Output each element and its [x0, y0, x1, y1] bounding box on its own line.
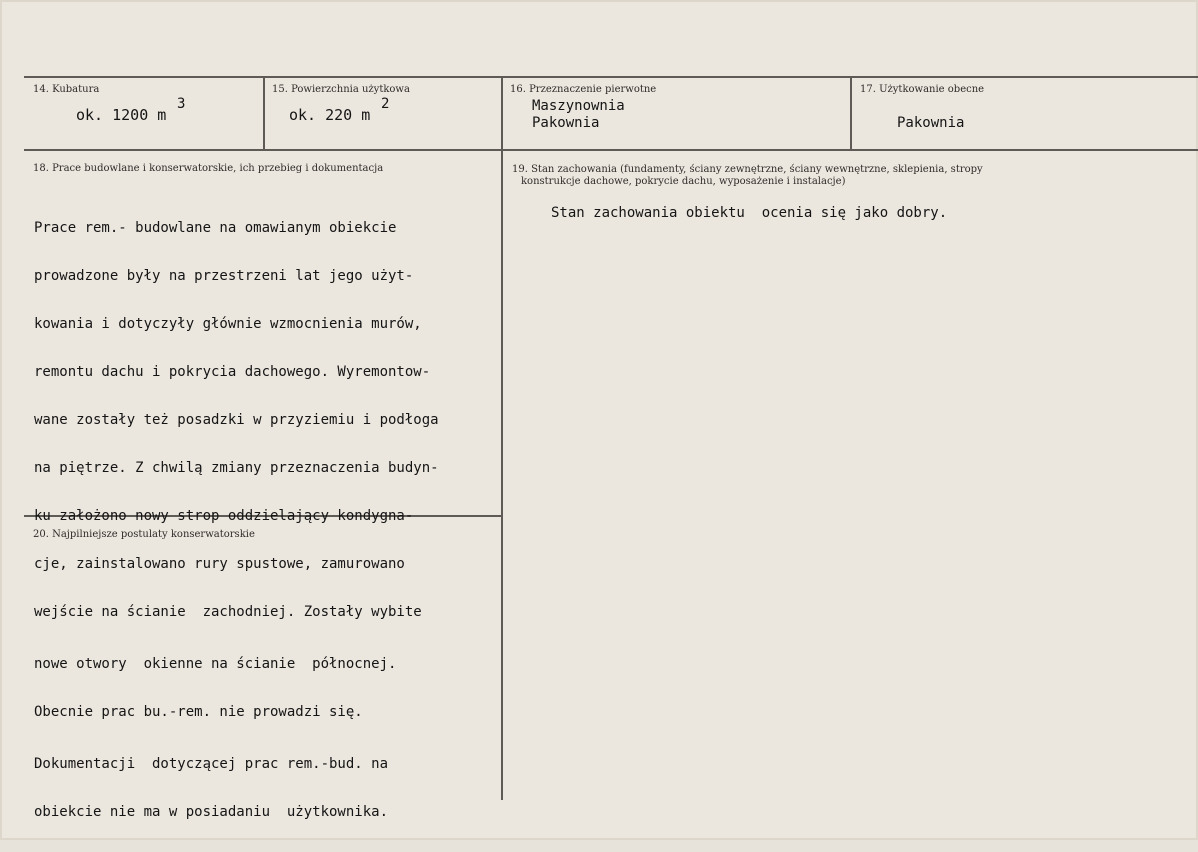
- divider-15-16: [501, 76, 503, 800]
- top-rule: [24, 76, 1198, 78]
- field-18-line: wejście na ścianie zachodniej. Zostały wybite: [34, 604, 422, 620]
- field-18-line: obiekcie nie ma w posiadaniu użytkownika.: [34, 804, 389, 820]
- field-14-label: 14. Kubatura: [33, 84, 100, 95]
- field-18-line: Prace rem.- budowlane na omawianym obiekcie: [34, 220, 397, 236]
- field-15-superscript: 2: [381, 96, 390, 112]
- field-16-line-1: Maszynownia: [532, 98, 625, 114]
- field-18-line: nowe otwory okienne na ścianie północnej.: [34, 656, 397, 672]
- field-18-line: prowadzone były na przestrzeni lat jego użyt-: [34, 268, 414, 284]
- field-17-label: 17. Użytkowanie obecne: [860, 84, 985, 95]
- field-18-line: Obecnie prac bu.-rem. nie prowadzi się.: [34, 704, 363, 720]
- field-18-line: cje, zainstalowano rury spustowe, zamurowano: [34, 556, 405, 572]
- field-19-label-line-2: konstrukcje dachowe, pokrycie dachu, wyposażenie i instalacje): [521, 176, 846, 187]
- divider-14-15: [263, 76, 265, 150]
- field-17-value: Pakownia: [897, 115, 965, 131]
- field-16-line-2: Pakownia: [532, 115, 600, 131]
- field-15-value: ok. 220 m: [289, 106, 371, 124]
- field-20-label: 20. Najpilniejsze postulaty konserwatorskie: [33, 529, 255, 540]
- field-18-line: kowania i dotyczyły głównie wzmocnienia murów,: [34, 316, 422, 332]
- field-18-label: 18. Prace budowlane i konserwatorskie, ich przebieg i dokumentacja: [33, 163, 384, 174]
- field-18-line: wane zostały też posadzki w przyziemiu i podłoga: [34, 412, 439, 428]
- row1-bottom-rule: [24, 149, 1198, 151]
- field-18-text: [34, 188, 439, 852]
- field-16-label: 16. Przeznaczenie pierwotne: [510, 84, 657, 95]
- field-18-line: ku założono nowy strop oddzielający kondygna-: [34, 508, 414, 524]
- divider-16-17: [850, 76, 852, 150]
- field-18-line: Dokumentacji dotyczącej prac rem.-bud. na: [34, 756, 389, 772]
- field-19-label-line-1: 19. Stan zachowania (fundamenty, ściany zewnętrzne, ściany wewnętrzne, sklepienia, stropy: [512, 164, 983, 175]
- field-18-line: na piętrze. Z chwilą zmiany przeznaczenia budyn-: [34, 460, 439, 476]
- field-19-value: Stan zachowania obiektu ocenia się jako dobry.: [551, 205, 948, 221]
- field-15-label: 15. Powierzchnia użytkowa: [272, 84, 410, 95]
- field-14-superscript: 3: [177, 96, 186, 112]
- field-18-line: remontu dachu i pokrycia dachowego. Wyremontow-: [34, 364, 431, 380]
- field-14-value: ok. 1200 m: [76, 106, 167, 124]
